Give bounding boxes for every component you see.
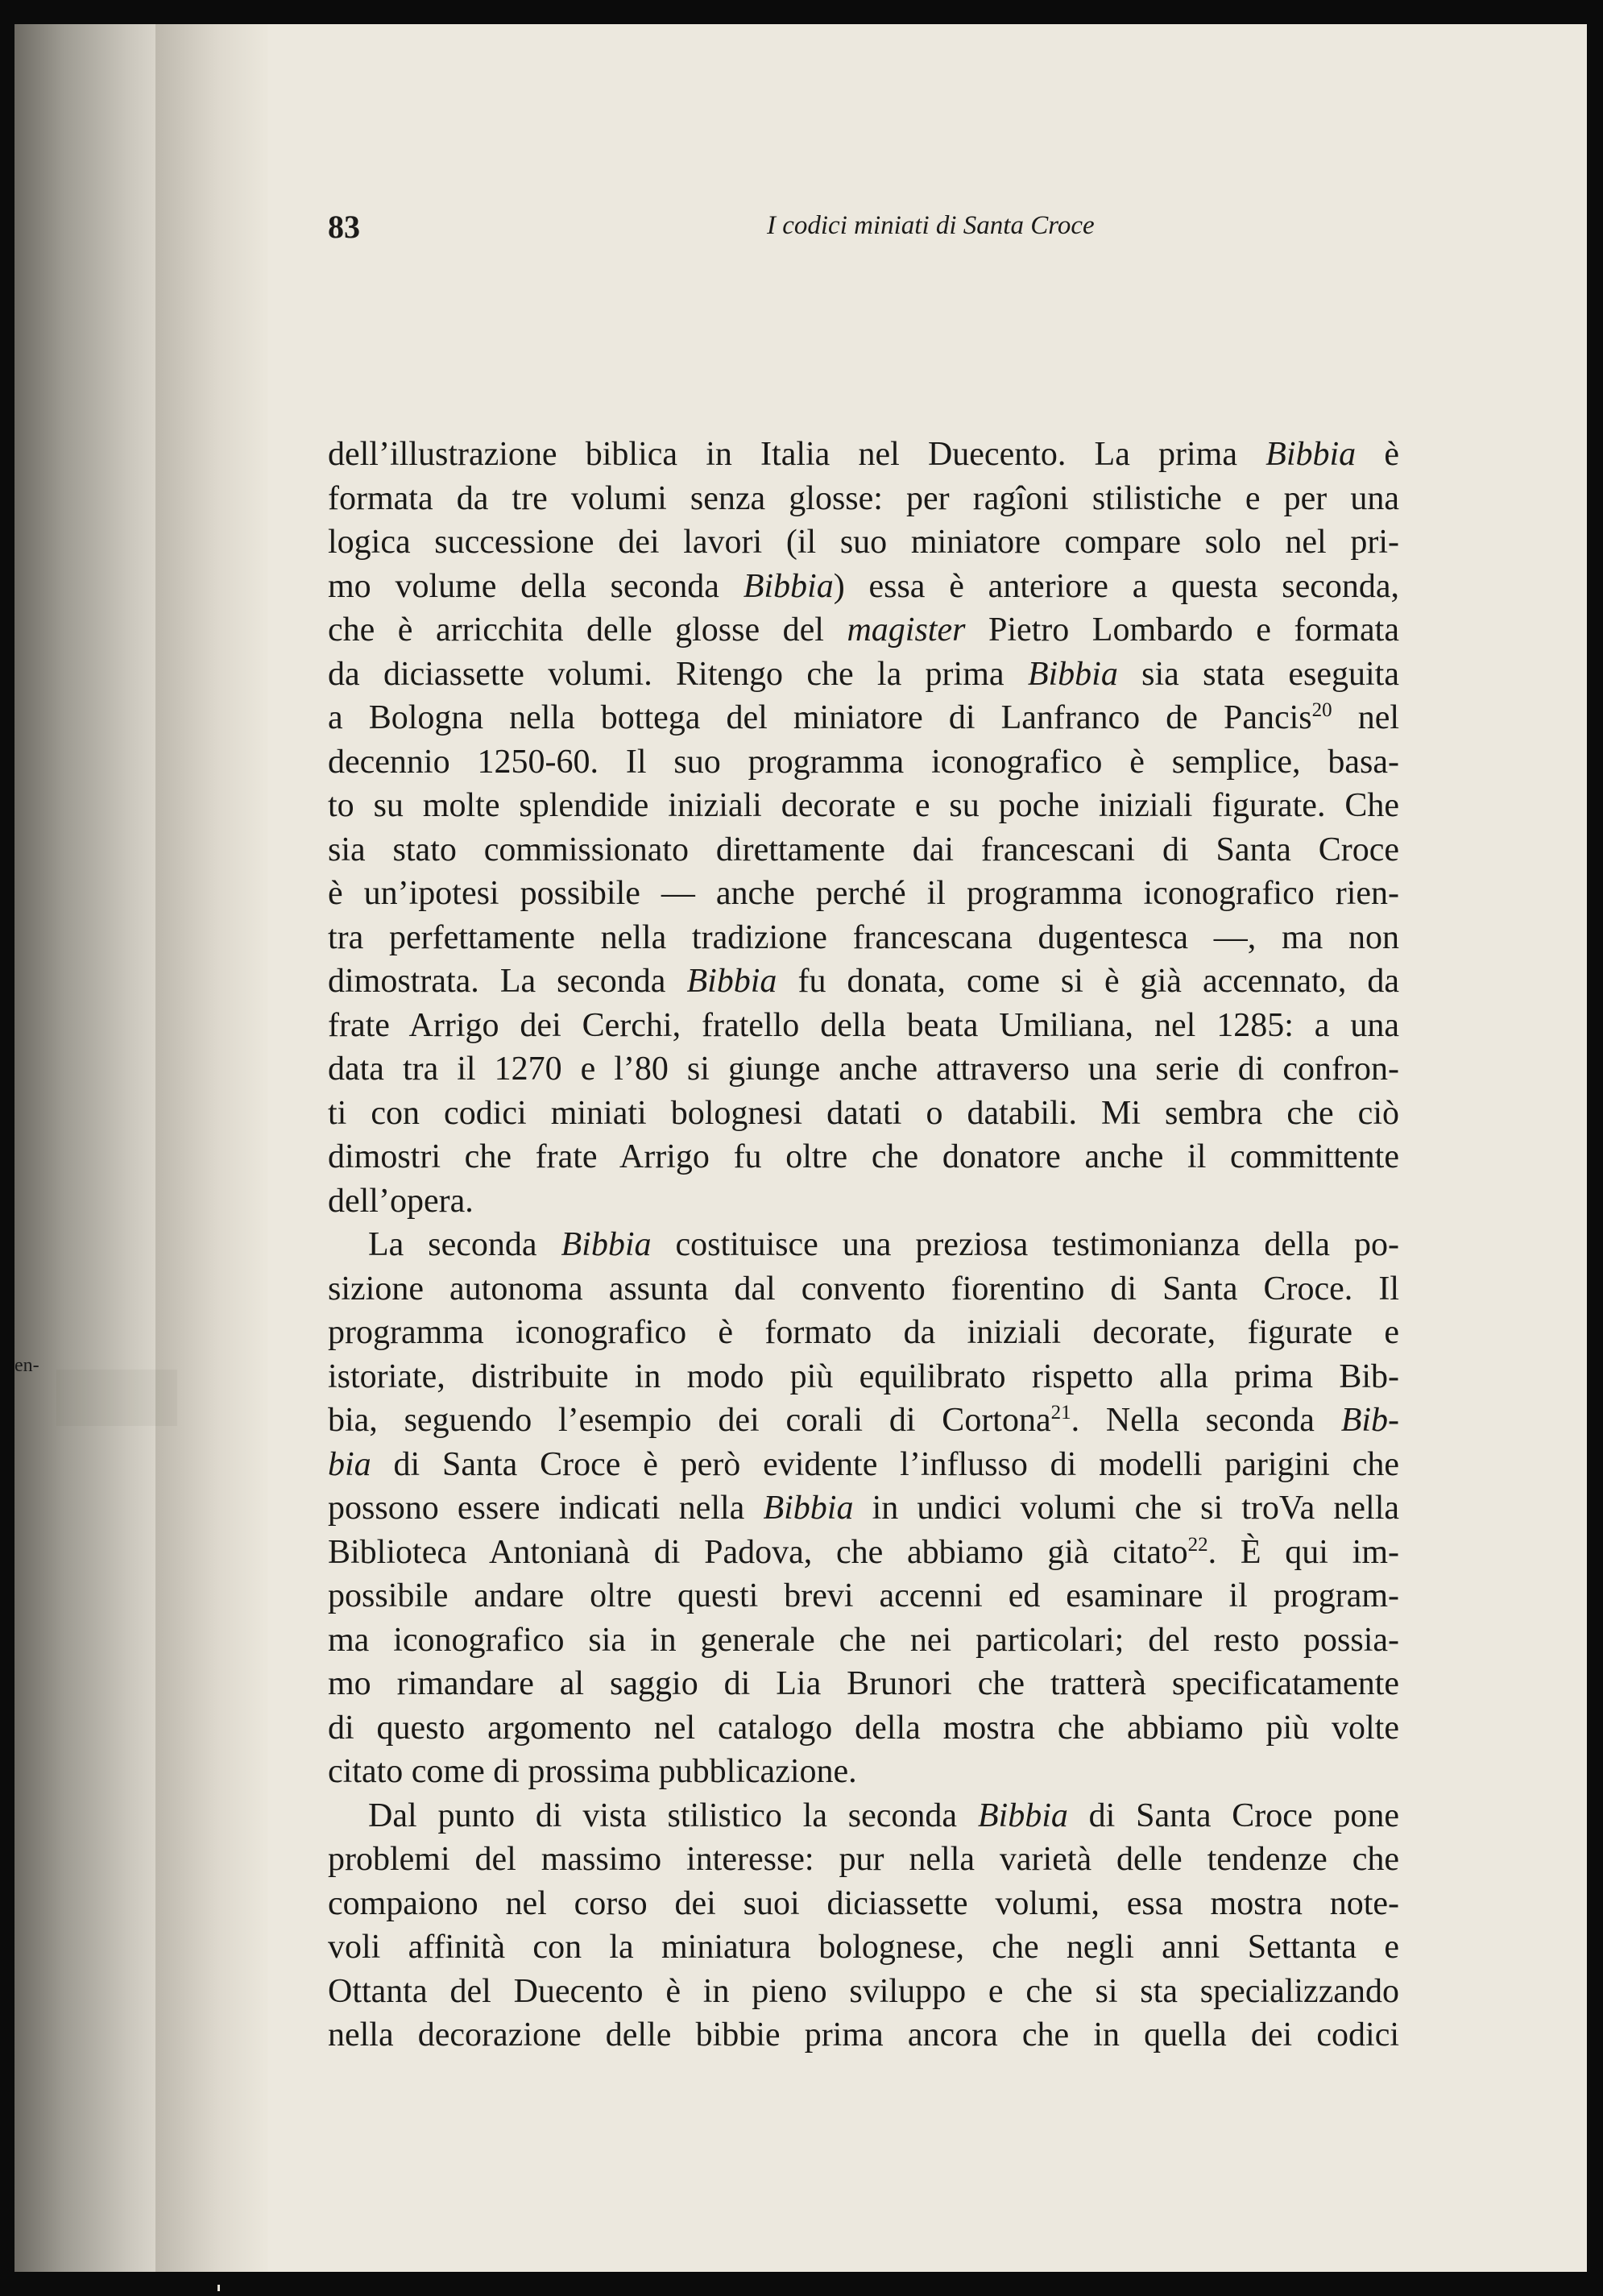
italic-text: Bibbia [561, 1226, 652, 1263]
body-text [328, 433, 1399, 2058]
book-gutter [155, 24, 268, 2272]
text-line [328, 1179, 1399, 1224]
text-run: costituisce una preziosa testimonianza della po- [651, 1226, 1399, 1263]
text-line [328, 1706, 1399, 1751]
running-header [328, 208, 1133, 256]
text-line [328, 696, 1399, 740]
text-line [328, 653, 1399, 697]
text-line [328, 1925, 1399, 1970]
page-number: 83 [328, 209, 360, 245]
text-line [328, 1618, 1399, 1663]
text-line [328, 520, 1399, 565]
text-run: sia stato commissionato direttamente dai francescani di Santa Croce [328, 831, 1399, 868]
italic-text: Bibbia [1265, 436, 1357, 473]
text-line [328, 1794, 1399, 1838]
text-run: da diciassette volumi. Ritengo che la prima [328, 655, 1028, 693]
text-run: a Bologna nella bottega del miniatore di Lanfranco de Pancis [328, 699, 1312, 736]
italic-text: Bibbia [977, 1797, 1068, 1834]
scan-artifact [217, 2285, 220, 2291]
text-line [328, 2013, 1399, 2058]
text-line [328, 1970, 1399, 2014]
text-run: nel [1332, 699, 1400, 736]
italic-text: Bibbia [743, 567, 834, 605]
text-line [328, 784, 1399, 828]
text-line [328, 1135, 1399, 1179]
text-run: formata da tre volumi senza glosse: per ragîoni stilistiche e per una [328, 479, 1399, 517]
text-run: sia stata eseguita [1117, 655, 1399, 693]
text-run: ti con codici miniati bolognesi datati o databili. Mi sembra che ciò [328, 1094, 1399, 1132]
text-run: . Nella seconda [1071, 1402, 1341, 1439]
text-line [328, 1531, 1399, 1575]
text-run: decennio 1250-60. Il suo programma iconografico è semplice, basa- [328, 743, 1399, 781]
text-line [328, 1662, 1399, 1706]
text-line [328, 565, 1399, 609]
facing-page-edge [14, 24, 155, 2272]
text-run: dell’opera. [328, 1182, 474, 1220]
text-run: data tra il 1270 e l’80 si giunge anche attraverso una serie di confron- [328, 1051, 1399, 1088]
text-line [328, 1004, 1399, 1048]
text-run: La seconda [368, 1226, 561, 1263]
text-run: tra perfettamente nella tradizione francescana dugentesca —, ma non [328, 918, 1399, 956]
italic-text: Bibbia [763, 1490, 854, 1527]
text-run: mo rimandare al saggio di Lia Brunori che tratterà specificatamente [328, 1665, 1399, 1702]
text-line [328, 477, 1399, 521]
text-run: è [1356, 436, 1399, 473]
text-line [328, 1355, 1399, 1399]
italic-text: magister [847, 611, 966, 649]
text-run: Dal punto di vista stilistico la seconda [368, 1797, 978, 1834]
text-run: bia, seguendo l’esempio dei corali di Cortona [328, 1402, 1051, 1439]
text-run: frate Arrigo dei Cerchi, fratello della beata Umiliana, nel 1285: a una [328, 1006, 1399, 1044]
footnote-reference: 21 [1050, 1402, 1071, 1424]
footnote-reference: 22 [1187, 1533, 1208, 1556]
text-run: citato come di prossima pubblicazione. [328, 1753, 857, 1790]
text-run: di questo argomento nel catalogo della mostra che abbiamo più volte [328, 1709, 1399, 1747]
text-line [328, 1399, 1399, 1443]
text-run: Biblioteca Antonianà di Padova, che abbiamo già citato [328, 1533, 1188, 1571]
text-line [328, 1574, 1399, 1618]
text-line [328, 740, 1399, 785]
text-run: fu donata, come si è già accennato, da [777, 963, 1400, 1000]
text-run: programma iconografico è formato da iniziali decorate, figurate e [328, 1314, 1399, 1351]
text-line [328, 872, 1399, 916]
footnote-reference: 20 [1311, 699, 1332, 721]
text-run: istoriate, distribuite in modo più equilibrato rispetto alla prima Bib- [328, 1357, 1399, 1395]
text-line [328, 608, 1399, 653]
italic-text: Bibbia [686, 963, 777, 1000]
text-line [328, 1750, 1399, 1794]
text-run: in undici volumi che si troVa nella [853, 1490, 1400, 1527]
text-run: voli affinità con la miniatura bolognese, che negli anni Settanta e [328, 1929, 1399, 1966]
text-line [328, 1443, 1399, 1487]
text-line [328, 959, 1399, 1004]
text-run: di Santa Croce pone [1067, 1797, 1400, 1834]
text-line [328, 1838, 1399, 1882]
italic-text: Bib- [1340, 1402, 1399, 1439]
text-line [328, 433, 1399, 477]
text-run: to su molte splendide iniziali decorate e su poche iniziali figurate. Che [328, 787, 1399, 824]
text-line [328, 1882, 1399, 1926]
text-run: possono essere indicati nella [328, 1490, 764, 1527]
running-title: I codici miniati di Santa Croce [767, 211, 1095, 240]
text-line [328, 1267, 1399, 1312]
text-run: logica successione dei lavori (il suo miniatore compare solo nel pri- [328, 524, 1399, 561]
text-run: compaiono nel corso dei suoi diciassette volumi, essa mostra note- [328, 1884, 1399, 1922]
text-line [328, 828, 1399, 872]
text-run: dimostri che frate Arrigo fu oltre che donatore anche il committente [328, 1138, 1399, 1175]
text-run: . È qui im- [1207, 1533, 1399, 1571]
text-run: problemi del massimo interesse: pur nella varietà delle tendenze che [328, 1841, 1399, 1878]
text-run: dimostrata. La seconda [328, 963, 687, 1000]
text-run: nella decorazione delle bibbie prima ancora che in quella dei codici [328, 2016, 1399, 2054]
text-run: mo volume della seconda [328, 567, 744, 605]
text-run: ) essa è anteriore a questa seconda, [833, 567, 1399, 605]
text-line [328, 1223, 1399, 1267]
text-run: Pietro Lombardo e formata [965, 611, 1399, 649]
text-run: Ottanta del Duecento è in pieno sviluppo e che si sta specializzando [328, 1972, 1399, 2010]
text-run: dell’illustrazione biblica in Italia nel Duecento. La prima [328, 436, 1266, 473]
text-line [328, 1311, 1399, 1355]
text-line [328, 916, 1399, 960]
italic-text: Bibbia [1027, 655, 1118, 693]
text-run: sizione autonoma assunta dal convento fiorentino di Santa Croce. Il [328, 1270, 1399, 1308]
text-run: di Santa Croce è però evidente l’influsso di modelli parigini che [371, 1445, 1399, 1483]
text-run: che è arricchita delle glosse del [328, 611, 847, 649]
text-line [328, 1092, 1399, 1136]
text-line [328, 1047, 1399, 1092]
italic-text: bia [328, 1445, 371, 1483]
text-line [328, 1486, 1399, 1531]
text-run: possibile andare oltre questi brevi accenni ed esaminare il program- [328, 1577, 1399, 1614]
facing-page-fragment: en- [14, 1355, 39, 1376]
text-run: ma iconografico sia in generale che nei particolari; del resto possia- [328, 1621, 1399, 1659]
text-run: è un’ipotesi possibile — anche perché il programma iconografico rien- [328, 875, 1399, 912]
